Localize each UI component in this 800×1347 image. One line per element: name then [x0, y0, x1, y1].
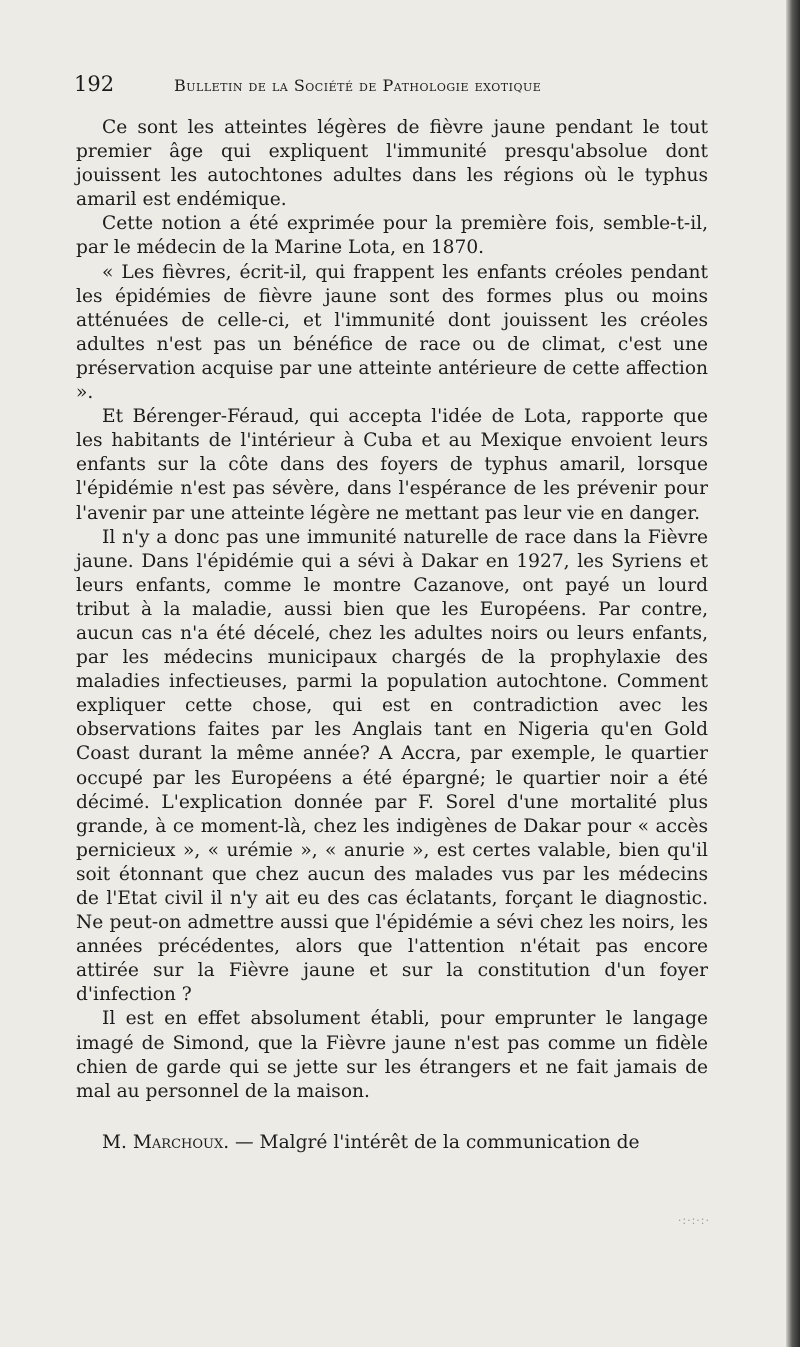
discussion-text: — Malgré l'intérêt de la communication de: [229, 1131, 640, 1153]
article-body: [76, 116, 708, 1155]
paragraph-6: Il est en effet absolument établi, pour emprunter le langage imagé de Simond, que la Fièvre jaune n'est pas comme un fidèle chien de garde qui se jette sur les étrangers et ne fait jamais de mal au personnel de la maison.: [76, 1008, 708, 1102]
scan-edge-shadow: [786, 0, 800, 1347]
faint-page-mark: ·:·:·:·: [677, 1214, 710, 1227]
paragraph-5: Il n'y a donc pas une immunité naturelle de race dans la Fièvre jaune. Dans l'épidémie qui a sévi à Dakar en 1927, les Syriens et leurs enfants, comme le montre Cazanove, ont payé un lourd tribut à la maladie, aussi bien que les Européens. Par contre, aucun cas n'a été décelé, chez les adultes noirs ou leurs enfants, par les médecins municipaux chargés de la prophylaxie des maladies infectieuses, parmi la population autochtone. Comment expliquer cette chose, qui est en contradiction avec les observations faites par les Anglais tant en Nigeria qu'en Gold Coast durant la même année? A Accra, par exemple, le quartier occupé par les Européens a été épargné; le quartier noir a été décimé. L'explication donnée par F. Sorel d'une mortalité plus grande, à ce moment-là, chez les indigènes de Dakar pour « accès pernicieux », « urémie », « anurie », est certes valable, bien qu'il soit étonnant que chez aucun des malades vus par les médecins de l'Etat civil il n'y ait eu des cas éclatants, forçant le diagnostic. Ne peut-on admettre aussi que l'épidémie a sévi chez les noirs, les années précédentes, alors que l'attention n'était pas encore attirée sur la Fièvre jaune et sur la constitution d'un foyer d'infection ?: [76, 526, 708, 1006]
discussion-paragraph: [76, 1131, 708, 1155]
paragraph-1: Ce sont les atteintes légères de fièvre jaune pendant le tout premier âge qui expliquent l'immunité presqu'absolue dont jouissent les autochtones adultes dans les régions où le typhus amaril est endémique.: [76, 117, 708, 211]
paragraph-4: Et Bérenger-Féraud, qui accepta l'idée de Lota, rapporte que les habitants de l'intérieur à Cuba et au Mexique envoient leurs enfants sur la côte dans des foyers de typhus amaril, lorsque l'épidémie n'est pas sévère, dans l'espérance de les prévenir pour l'avenir par une atteinte légère ne mettant pas leur vie en danger.: [76, 406, 708, 524]
running-head: [74, 72, 714, 108]
paragraph-2: Cette notion a été exprimée pour la première fois, semble-t-il, par le médecin de la Marine Lota, en 1870.: [76, 213, 708, 259]
journal-title: Bulletin de la Société de Pathologie exotique: [174, 76, 542, 95]
page-number: 192: [74, 72, 115, 96]
discussion-speaker: M. Marchoux.: [102, 1131, 230, 1153]
paragraph-3: « Les fièvres, écrit-il, qui frappent les enfants créoles pendant les épidémies de fièvre jaune sont des formes plus ou moins atténuées de celle-ci, et l'immunité dont jouissent les créoles adultes n'est pas un bénéfice de race ou de climat, c'est une préservation acquise par une atteinte antérieure de cette affection ».: [76, 261, 708, 404]
